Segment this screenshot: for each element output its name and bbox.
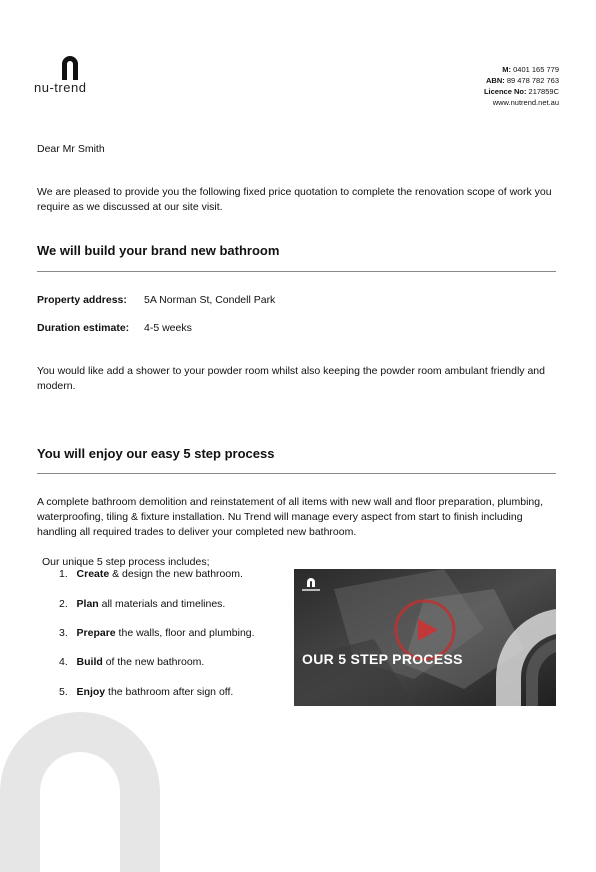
steps-intro: Our unique 5 step process includes;: [42, 556, 210, 568]
divider: [37, 473, 556, 474]
mobile-label: M:: [502, 65, 512, 74]
list-item: 4. Build of the new bathroom.: [59, 656, 205, 668]
list-item: 2. Plan all materials and timelines.: [59, 598, 226, 610]
list-item: 1. Create & design the new bathroom.: [59, 568, 243, 580]
website-link[interactable]: www.nutrend.net.au: [492, 98, 559, 107]
list-item: 5. Enjoy the bathroom after sign off.: [59, 686, 234, 698]
property-value: 5A Norman St, Condell Park: [144, 294, 276, 306]
licence-label: Licence No:: [483, 87, 527, 96]
list-item: 3. Prepare the walls, floor and plumbing.: [59, 627, 255, 639]
divider: [37, 271, 556, 272]
video-thumbnail[interactable]: [294, 569, 556, 706]
licence-value: 217859C: [528, 87, 559, 96]
duration-label: Duration estimate:: [37, 322, 130, 334]
watermark-logo-icon: [0, 712, 190, 872]
brand-logo-text: nu-trend: [34, 80, 87, 95]
heading-5-step-process: You will enjoy our easy 5 step process: [37, 446, 275, 461]
heading-build-bathroom: We will build your brand new bathroom: [37, 243, 280, 258]
abn-value: 89 478 782 763: [506, 76, 559, 85]
property-label: Property address:: [37, 294, 127, 306]
scope-paragraph: You would like add a shower to your powder room whilst also keeping the powder room ambulant friendly and modern.: [37, 365, 545, 392]
duration-value: 4-5 weeks: [144, 322, 192, 334]
contact-block: [484, 64, 559, 108]
greeting: Dear Mr Smith: [37, 143, 105, 155]
process-paragraph: A complete bathroom demolition and reinstatement of all items with new wall and floor preparation, plumbing, waterproofing, tiling & fixture installation. Nu Trend will manage every aspect from start to finish including handling all required trades to deliver your completed new bathroom.: [37, 496, 544, 538]
abn-label: ABN:: [486, 76, 505, 85]
intro-paragraph: We are pleased to provide you the following fixed price quotation to complete the renovation scope of work you require as we discussed at our site visit.: [37, 186, 552, 213]
mobile-value: 0401 165 779: [513, 65, 559, 74]
video-title: OUR 5 STEP PROCESS: [302, 651, 463, 667]
